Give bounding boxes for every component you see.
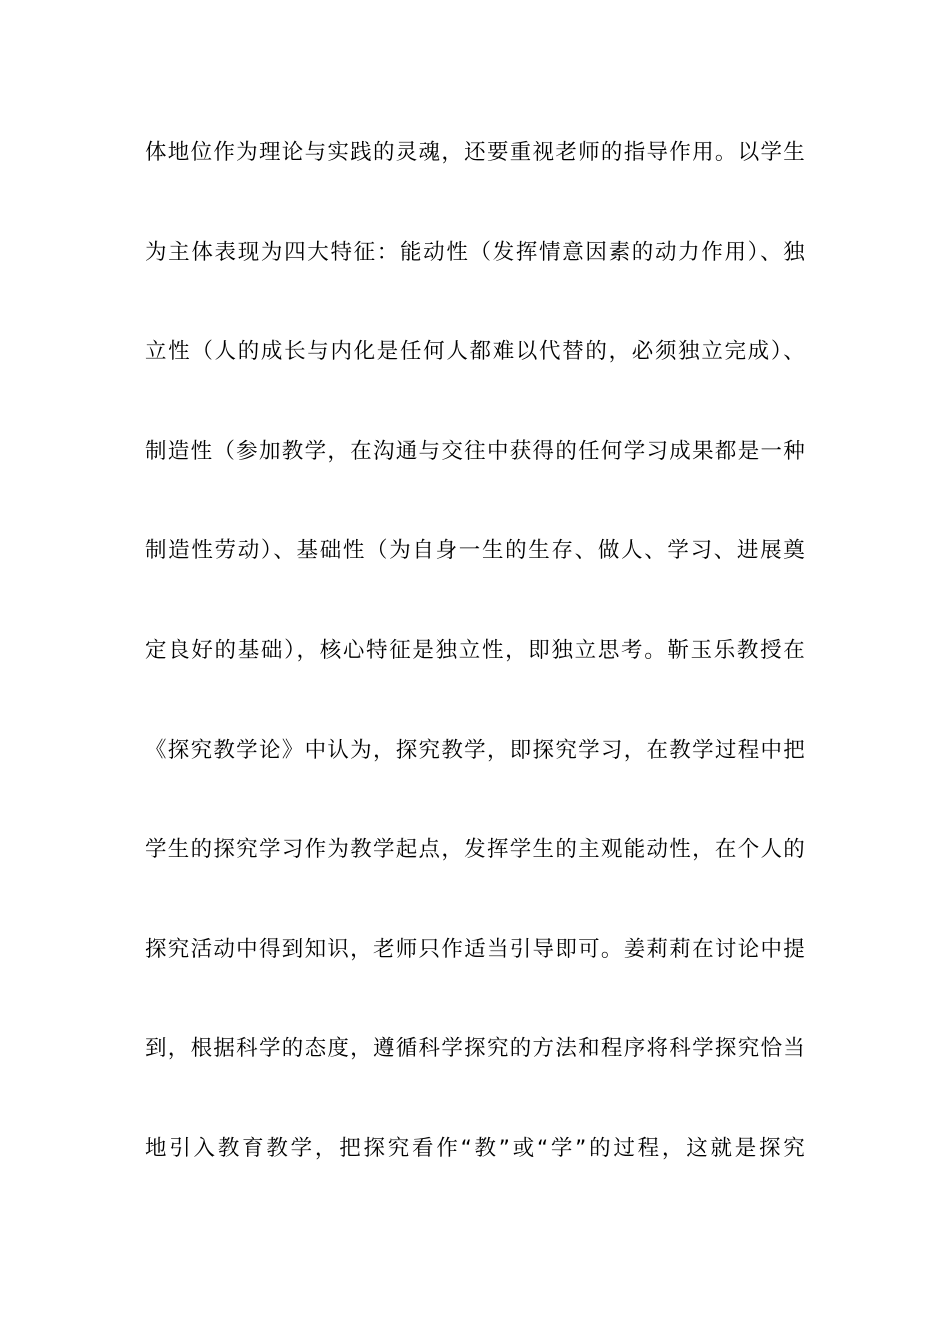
text-line-8: 学生的探究学习作为教学起点，发挥学生的主观能动性，在个人的: [145, 837, 805, 863]
text-line-2: 为主体表现为四大特征：能动性（发挥情意因素的动力作用）、独: [145, 239, 805, 265]
text-line-10: 到，根据科学的态度，遵循科学探究的方法和程序将科学探究恰当: [145, 1036, 805, 1062]
text-line-9: 探究活动中得到知识，老师只作适当引导即可。姜莉莉在讨论中提: [145, 936, 805, 962]
body-text: [145, 131, 805, 1227]
text-line-4: 制造性（参加教学，在沟通与交往中获得的任何学习成果都是一种: [145, 438, 805, 464]
text-line-5: 制造性劳动）、基础性（为自身一生的生存、做人、学习、进展奠: [145, 538, 805, 564]
text-line-1: 体地位作为理论与实践的灵魂，还要重视老师的指导作用。以学生: [145, 140, 805, 165]
text-line-11: 地引入教育教学，把探究看作“教”或“学”的过程，这就是探究: [145, 1135, 805, 1161]
text-line-6: 定良好的基础），核心特征是独立性，即独立思考。靳玉乐教授在: [145, 637, 805, 663]
text-line-7: 《探究教学论》中认为，探究教学，即探究学习，在教学过程中把: [145, 737, 805, 763]
text-line-3: 立性（人的成长与内化是任何人都难以代替的，必须独立完成）、: [145, 339, 805, 365]
